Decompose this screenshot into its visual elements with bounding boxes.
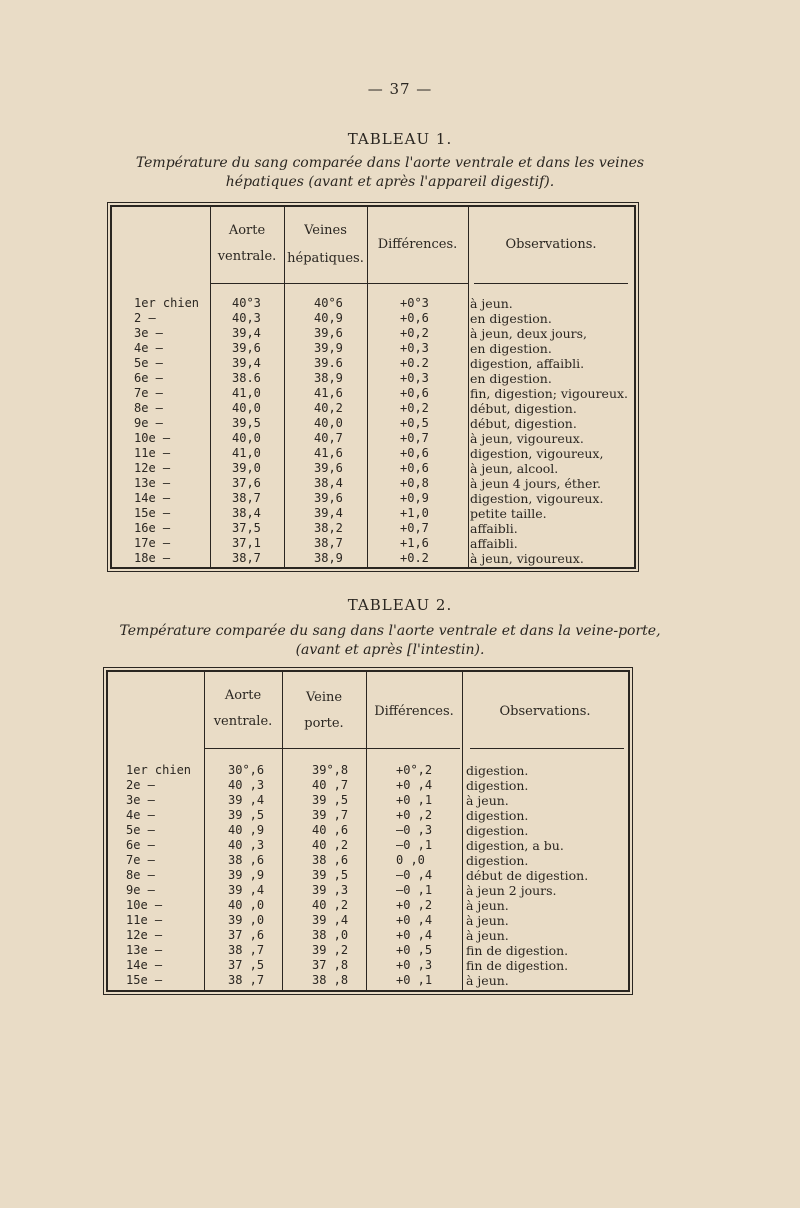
cell-n: 2e — — [126, 778, 155, 792]
cell-a: 40 ,3 — [228, 778, 265, 792]
table-row — [108, 913, 628, 928]
cell-d: +0,6 — [400, 461, 429, 475]
cell-d: +0,3 — [400, 371, 429, 385]
cell-o: en digestion. — [470, 371, 552, 386]
cell-d: +0,6 — [400, 311, 429, 325]
cell-n: 3e — — [126, 793, 155, 807]
cell-a: 41,0 — [232, 446, 261, 460]
cell-d: +0,7 — [400, 521, 429, 535]
cell-a: 38.6 — [232, 371, 261, 385]
cell-o: début, digestion. — [470, 416, 577, 431]
cell-o: à jeun. — [466, 913, 509, 928]
cell-n: 5e — — [134, 356, 163, 370]
cell-n: 10e — — [134, 431, 171, 445]
cell-a: 38,7 — [232, 491, 261, 505]
cell-d: +0 ,1 — [396, 973, 433, 987]
table-row — [112, 356, 634, 371]
cell-a: 40 ,9 — [228, 823, 265, 837]
cell-a: 39,4 — [232, 326, 261, 340]
cell-n: 14e — — [134, 491, 171, 505]
page-number: — 37 — — [367, 80, 433, 98]
cell-o: digestion. — [466, 763, 529, 778]
cell-d: +1,0 — [400, 506, 429, 520]
table-row — [108, 868, 628, 883]
cell-d: +0 ,4 — [396, 778, 433, 792]
cell-a: 37,5 — [232, 521, 261, 535]
table-row — [112, 341, 634, 356]
cell-o: digestion, a bu. — [466, 838, 564, 853]
cell-o: début, digestion. — [470, 401, 577, 416]
cell-a: 30°,6 — [228, 763, 265, 777]
cell-v: 40 ,6 — [312, 823, 349, 837]
table-row — [108, 943, 628, 958]
cell-o: début de digestion. — [466, 868, 589, 883]
cell-n: 15e — — [126, 973, 163, 987]
cell-n: 11e — — [134, 446, 171, 460]
table-row — [112, 461, 634, 476]
cell-n: 1er chien — [126, 763, 192, 777]
cell-v: 40 ,2 — [312, 838, 349, 852]
cell-n: 18e — — [134, 551, 171, 565]
table1-caption: Température du sang comparée dans l'aorte ventrale et dans les veines hépatiques (avant et après l'appareil digestif). — [135, 155, 645, 190]
cell-o: digestion, affaibli. — [470, 356, 585, 371]
cell-d: +0 ,4 — [396, 913, 433, 927]
cell-d: +0 ,5 — [396, 943, 433, 957]
cell-v: 41,6 — [314, 386, 343, 400]
cell-v: 38,7 — [314, 536, 343, 550]
cell-a: 41,0 — [232, 386, 261, 400]
cell-a: 39 ,0 — [228, 913, 265, 927]
cell-a: 40°3 — [232, 296, 261, 310]
cell-o: à jeun. — [466, 793, 509, 808]
cell-v: 37 ,8 — [312, 958, 349, 972]
t2-header-observations: Observations. — [499, 704, 591, 719]
cell-o: à jeun, vigoureux. — [470, 431, 584, 446]
cell-v: 38,9 — [314, 551, 343, 565]
cell-v: 41,6 — [314, 446, 343, 460]
cell-n: 17e — — [134, 536, 171, 550]
cell-a: 37,6 — [232, 476, 261, 490]
cell-o: digestion. — [466, 778, 529, 793]
cell-a: 40,0 — [232, 401, 261, 415]
table-row — [112, 296, 634, 311]
cell-o: digestion, vigoureux, — [470, 446, 604, 461]
t1-header-veines-sub: hépatiques. — [287, 251, 364, 266]
table-row — [112, 431, 634, 446]
cell-o: affaibli. — [470, 521, 518, 536]
table-row — [108, 958, 628, 973]
table-row — [112, 551, 634, 566]
cell-v: 39,9 — [314, 341, 343, 355]
t1-header-observations: Observations. — [505, 237, 597, 252]
cell-v: 39,6 — [314, 326, 343, 340]
table-row — [112, 371, 634, 386]
cell-d: +0,6 — [400, 446, 429, 460]
table-row — [112, 491, 634, 506]
cell-v: 40 ,7 — [312, 778, 349, 792]
cell-v: 39,4 — [314, 506, 343, 520]
cell-n: 4e — — [126, 808, 155, 822]
cell-o: en digestion. — [470, 341, 552, 356]
cell-v: 38,2 — [314, 521, 343, 535]
cell-o: à jeun, alcool. — [470, 461, 559, 476]
cell-d: +0,2 — [400, 401, 429, 415]
cell-d: +1,6 — [400, 536, 429, 550]
table-row — [112, 506, 634, 521]
cell-n: 4e — — [134, 341, 163, 355]
cell-d: —0 ,4 — [396, 868, 433, 882]
table2 — [106, 670, 630, 992]
cell-d: +0,6 — [400, 386, 429, 400]
cell-a: 39,4 — [232, 356, 261, 370]
table-row — [108, 808, 628, 823]
cell-v: 40°6 — [314, 296, 343, 310]
cell-n: 2 — — [134, 311, 156, 325]
cell-a: 40,3 — [232, 311, 261, 325]
cell-v: 39,6 — [314, 491, 343, 505]
cell-o: fin de digestion. — [466, 943, 569, 958]
t1-header-aorte-sub: ventrale. — [217, 249, 277, 264]
cell-n: 13e — — [134, 476, 171, 490]
table-row — [112, 386, 634, 401]
cell-n: 12e — — [126, 928, 163, 942]
t1-header-veines: Veines — [304, 223, 347, 238]
cell-v: 39°,8 — [312, 763, 349, 777]
table-row — [112, 446, 634, 461]
cell-v: 39 ,7 — [312, 808, 349, 822]
cell-v: 39,6 — [314, 461, 343, 475]
cell-v: 39 ,5 — [312, 868, 349, 882]
cell-d: 0 ,0 — [396, 853, 425, 867]
table-row — [108, 898, 628, 913]
table-row — [108, 883, 628, 898]
cell-v: 39 ,5 — [312, 793, 349, 807]
table1 — [110, 205, 636, 569]
cell-n: 8e — — [134, 401, 163, 415]
table-row — [108, 838, 628, 853]
table-row — [112, 401, 634, 416]
cell-o: petite taille. — [470, 506, 547, 521]
table-row — [108, 763, 628, 778]
cell-a: 40,0 — [232, 431, 261, 445]
cell-a: 40 ,0 — [228, 898, 265, 912]
table-row — [108, 928, 628, 943]
cell-d: +0.2 — [400, 356, 429, 370]
cell-n: 13e — — [126, 943, 163, 957]
t2-header-aorte: Aorte — [224, 688, 262, 703]
cell-v: 38 ,6 — [312, 853, 349, 867]
cell-d: —0 ,3 — [396, 823, 433, 837]
cell-n: 10e — — [126, 898, 163, 912]
cell-n: 3e — — [134, 326, 163, 340]
cell-o: à jeun. — [466, 898, 509, 913]
cell-a: 39 ,4 — [228, 883, 265, 897]
cell-v: 39 ,2 — [312, 943, 349, 957]
cell-a: 39,5 — [232, 416, 261, 430]
cell-v: 38,4 — [314, 476, 343, 490]
cell-o: à jeun. — [466, 928, 509, 943]
cell-n: 7e — — [126, 853, 155, 867]
cell-v: 40,0 — [314, 416, 343, 430]
cell-v: 40,9 — [314, 311, 343, 325]
cell-d: +0°3 — [400, 296, 429, 310]
table-row — [108, 778, 628, 793]
cell-v: 38 ,0 — [312, 928, 349, 942]
cell-v: 38 ,8 — [312, 973, 349, 987]
cell-o: affaibli. — [470, 536, 518, 551]
table-row — [108, 973, 628, 988]
cell-a: 38 ,7 — [228, 973, 265, 987]
cell-d: +0,7 — [400, 431, 429, 445]
t1-header-differences: Différences. — [377, 237, 458, 252]
cell-n: 15e — — [134, 506, 171, 520]
cell-v: 40 ,2 — [312, 898, 349, 912]
table-row — [108, 823, 628, 838]
cell-d: +0 ,4 — [396, 928, 433, 942]
cell-n: 6e — — [126, 838, 155, 852]
cell-d: +0°,2 — [396, 763, 433, 777]
cell-a: 39 ,5 — [228, 808, 265, 822]
t2-header-differences: Différences. — [374, 704, 454, 719]
cell-d: +0,3 — [400, 341, 429, 355]
cell-v: 39.6 — [314, 356, 343, 370]
t1-header-aorte: Aorte — [228, 223, 266, 238]
cell-d: +0,8 — [400, 476, 429, 490]
cell-n: 12e — — [134, 461, 171, 475]
cell-a: 39,0 — [232, 461, 261, 475]
cell-o: digestion. — [466, 853, 529, 868]
cell-v: 40,2 — [314, 401, 343, 415]
cell-v: 38,9 — [314, 371, 343, 385]
t2-header-aorte-sub: ventrale. — [213, 714, 273, 729]
cell-o: digestion. — [466, 808, 529, 823]
cell-d: +0.2 — [400, 551, 429, 565]
cell-o: à jeun, deux jours, — [470, 326, 588, 341]
cell-n: 14e — — [126, 958, 163, 972]
cell-n: 1er chien — [134, 296, 200, 310]
cell-n: 5e — — [126, 823, 155, 837]
table-row — [112, 416, 634, 431]
cell-a: 37 ,6 — [228, 928, 265, 942]
cell-d: —0 ,1 — [396, 838, 433, 852]
table-row — [108, 793, 628, 808]
cell-n: 9e — — [134, 416, 163, 430]
table2-caption: Température comparée du sang dans l'aorte ventrale et dans la veine-porte, (avant et après [l'intestin). — [119, 623, 661, 658]
table-row — [112, 326, 634, 341]
table1-title: TABLEAU 1. — [347, 130, 453, 148]
cell-d: +0 ,1 — [396, 793, 433, 807]
cell-n: 16e — — [134, 521, 171, 535]
cell-o: fin de digestion. — [466, 958, 569, 973]
cell-o: fin, digestion; vigoureux. — [470, 386, 629, 401]
cell-v: 40,7 — [314, 431, 343, 445]
cell-n: 11e — — [126, 913, 163, 927]
cell-o: à jeun 2 jours. — [466, 883, 557, 898]
cell-d: +0,2 — [400, 326, 429, 340]
cell-d: —0 ,1 — [396, 883, 433, 897]
t2-header-veine-sub: porte. — [304, 716, 344, 731]
table-row — [112, 476, 634, 491]
cell-o: digestion. — [466, 823, 529, 838]
table-row — [112, 521, 634, 536]
cell-d: +0 ,2 — [396, 808, 433, 822]
cell-a: 40 ,3 — [228, 838, 265, 852]
cell-a: 37 ,5 — [228, 958, 265, 972]
cell-a: 38,4 — [232, 506, 261, 520]
cell-a: 37,1 — [232, 536, 261, 550]
cell-o: à jeun 4 jours, éther. — [470, 476, 601, 491]
cell-a: 38 ,6 — [228, 853, 265, 867]
cell-v: 39 ,3 — [312, 883, 349, 897]
cell-d: +0,9 — [400, 491, 429, 505]
cell-a: 39,6 — [232, 341, 261, 355]
cell-o: à jeun, vigoureux. — [470, 551, 584, 566]
table2-title: TABLEAU 2. — [347, 596, 453, 614]
cell-n: 8e — — [126, 868, 155, 882]
cell-o: en digestion. — [470, 311, 552, 326]
t2-header-veine: Veine — [305, 690, 343, 705]
cell-d: +0,5 — [400, 416, 429, 430]
cell-a: 39 ,9 — [228, 868, 265, 882]
cell-o: digestion, vigoureux. — [470, 491, 604, 506]
cell-n: 9e — — [126, 883, 155, 897]
cell-a: 38,7 — [232, 551, 261, 565]
cell-a: 39 ,4 — [228, 793, 265, 807]
table-row — [112, 536, 634, 551]
cell-v: 39 ,4 — [312, 913, 349, 927]
table-row — [108, 853, 628, 868]
table-row — [112, 311, 634, 326]
cell-n: 6e — — [134, 371, 163, 385]
cell-o: à jeun. — [470, 296, 513, 311]
cell-d: +0 ,2 — [396, 898, 433, 912]
cell-o: à jeun. — [466, 973, 509, 988]
cell-a: 38 ,7 — [228, 943, 265, 957]
cell-d: +0 ,3 — [396, 958, 433, 972]
cell-n: 7e — — [134, 386, 163, 400]
